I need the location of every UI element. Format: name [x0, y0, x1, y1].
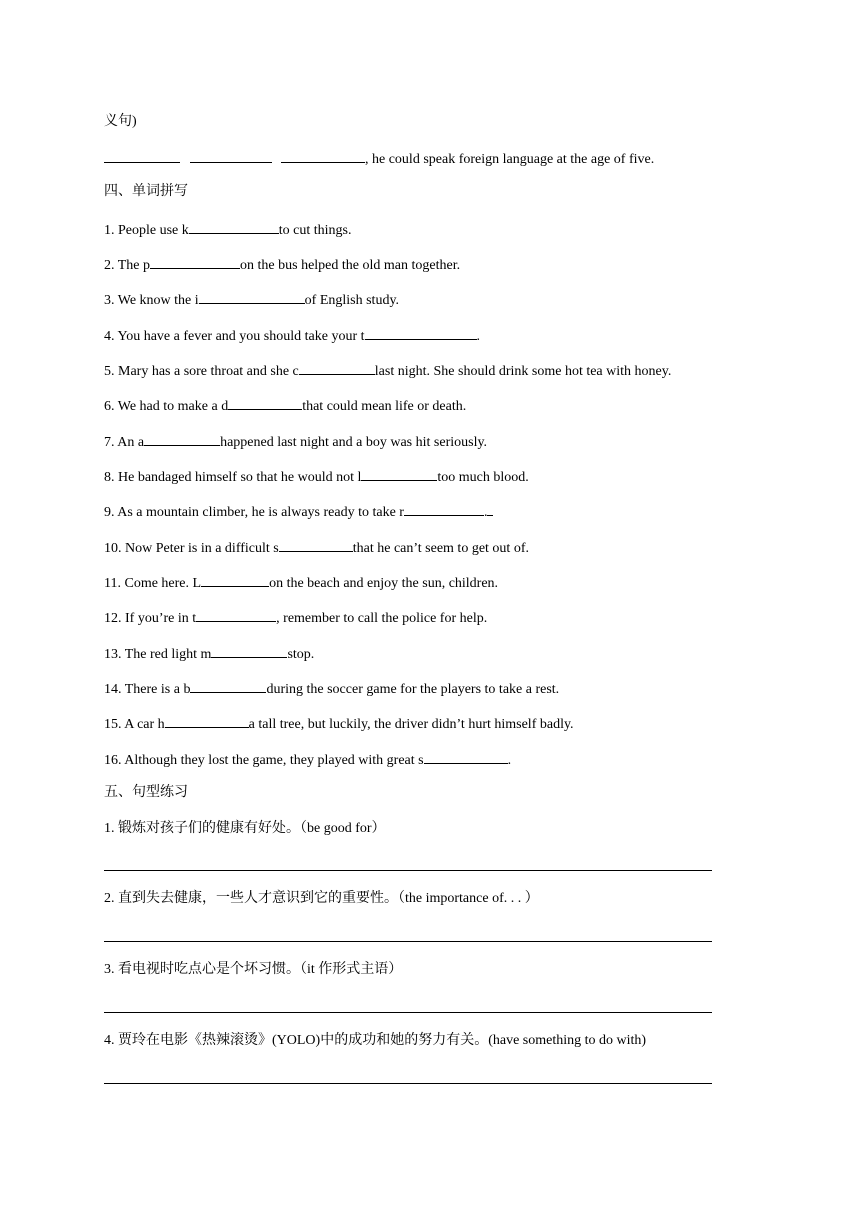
- spelling-item-8: [104, 466, 529, 487]
- spelling-item-10: [104, 537, 529, 558]
- item-text: 8. He bandaged himself so that he would not l: [104, 470, 362, 485]
- answer-blank[interactable]: [190, 678, 266, 693]
- item-text: of English study.: [304, 293, 400, 308]
- item-text: that could mean life or death.: [302, 399, 467, 414]
- item-text: 13. The red light m: [104, 647, 212, 662]
- answer-blank[interactable]: [404, 501, 484, 516]
- item-text: 12. If you’re in t: [104, 611, 197, 626]
- item-number: 2.: [104, 891, 115, 906]
- item-number: 3.: [104, 962, 115, 977]
- spelling-item-1: [104, 219, 352, 240]
- answer-blank[interactable]: [281, 148, 365, 163]
- item-prompt: 锻炼对孩子们的健康有好处。（be good for）: [114, 821, 386, 836]
- item-text: 11. Come here. L: [104, 576, 202, 591]
- answer-blank[interactable]: [424, 749, 508, 764]
- item-text: during the soccer game for the players to take a rest.: [266, 682, 560, 697]
- spelling-item-13: [104, 643, 314, 664]
- answer-blank[interactable]: [228, 395, 302, 410]
- item-prompt: 贾玲在电影《热辣滚烫》(YOLO)中的成功和她的努力有关。(have something to do with): [114, 1033, 647, 1048]
- item-prompt: 看电视时吃点心是个坏习惯。（it 作形式主语）: [114, 962, 403, 977]
- item-text: 16. Although they lost the game, they played with great s: [104, 753, 424, 768]
- answer-blank[interactable]: [189, 219, 279, 234]
- spelling-item-9: [104, 501, 493, 522]
- spelling-item-4: [104, 325, 480, 346]
- item-prompt: 直到失去健康，一些人才意识到它的重要性。（the importance of. . . ）: [114, 891, 539, 906]
- spelling-item-12: [104, 607, 487, 628]
- item-text: a tall tree, but luckily, the driver didn’t hurt himself badly.: [248, 717, 574, 732]
- translation-item-2: [104, 890, 539, 908]
- item-text: 4. You have a fever and you should take your t: [104, 329, 365, 344]
- spelling-item-3: [104, 289, 399, 310]
- item-text: .: [483, 505, 488, 520]
- item-text: 5. Mary has a sore throat and she c: [104, 364, 299, 379]
- answer-blank[interactable]: [144, 431, 220, 446]
- spelling-item-11: [104, 572, 498, 593]
- answer-line[interactable]: [104, 941, 712, 942]
- item-text: 7. An a: [104, 435, 145, 450]
- spelling-item-6: [104, 395, 466, 416]
- spelling-item-7: [104, 431, 487, 452]
- answer-line[interactable]: [104, 1083, 712, 1084]
- answer-blank[interactable]: [199, 289, 305, 304]
- item-text: to cut things.: [278, 223, 352, 238]
- spelling-item-15: [104, 713, 574, 734]
- item-text: 15. A car h: [104, 717, 165, 732]
- answer-line[interactable]: [104, 870, 712, 871]
- translation-item-3: [104, 961, 402, 979]
- item-text: .: [507, 753, 512, 768]
- section-5-heading: 五、句型练习: [104, 785, 188, 800]
- answer-blank[interactable]: [201, 572, 269, 587]
- answer-blank[interactable]: [150, 254, 240, 269]
- answer-blank-tail: [487, 501, 493, 516]
- answer-blank[interactable]: [279, 537, 353, 552]
- item-text: happened last night and a boy was hit seriously.: [220, 435, 488, 450]
- spelling-item-14: [104, 678, 559, 699]
- item-number: 1.: [104, 821, 115, 836]
- item-text: too much blood.: [437, 470, 529, 485]
- item-text: 9. As a mountain climber, he is always ready to take r: [104, 505, 404, 520]
- answer-blank[interactable]: [365, 325, 477, 340]
- item-text: 3. We know the i: [104, 293, 199, 308]
- section-4-heading: 四、单词拼写: [104, 184, 188, 199]
- item-text: 2. The p: [104, 258, 151, 273]
- item-text: , remember to call the police for help.: [276, 611, 488, 626]
- answer-blank[interactable]: [190, 148, 272, 163]
- item-text: on the bus helped the old man together.: [240, 258, 461, 273]
- intro-sentence-text: , he could speak foreign language at the age of five.: [365, 152, 655, 167]
- spelling-item-5: [104, 360, 671, 381]
- item-text: on the beach and enjoy the sun, children.: [269, 576, 499, 591]
- item-text: that he can’t seem to get out of.: [352, 541, 529, 556]
- answer-line[interactable]: [104, 1012, 712, 1013]
- answer-blank[interactable]: [165, 713, 249, 728]
- translation-item-4: [104, 1032, 646, 1050]
- item-number: 4.: [104, 1033, 115, 1048]
- answer-blank[interactable]: [196, 607, 276, 622]
- item-text: last night. She should drink some hot tea with honey.: [374, 364, 672, 379]
- item-text: stop.: [287, 647, 315, 662]
- answer-blank[interactable]: [211, 643, 287, 658]
- item-text: .: [476, 329, 481, 344]
- intro-fragment: 义句): [104, 114, 137, 129]
- spelling-item-2: [104, 254, 460, 275]
- answer-blank[interactable]: [299, 360, 375, 375]
- item-text: 10. Now Peter is in a difficult s: [104, 541, 279, 556]
- item-text: 1. People use k: [104, 223, 189, 238]
- answer-blank[interactable]: [104, 148, 180, 163]
- item-text: 6. We had to make a d: [104, 399, 229, 414]
- intro-sentence: [104, 148, 654, 169]
- item-text: 14. There is a b: [104, 682, 191, 697]
- answer-blank[interactable]: [361, 466, 437, 481]
- translation-item-1: [104, 820, 386, 838]
- spelling-item-16: [104, 749, 511, 770]
